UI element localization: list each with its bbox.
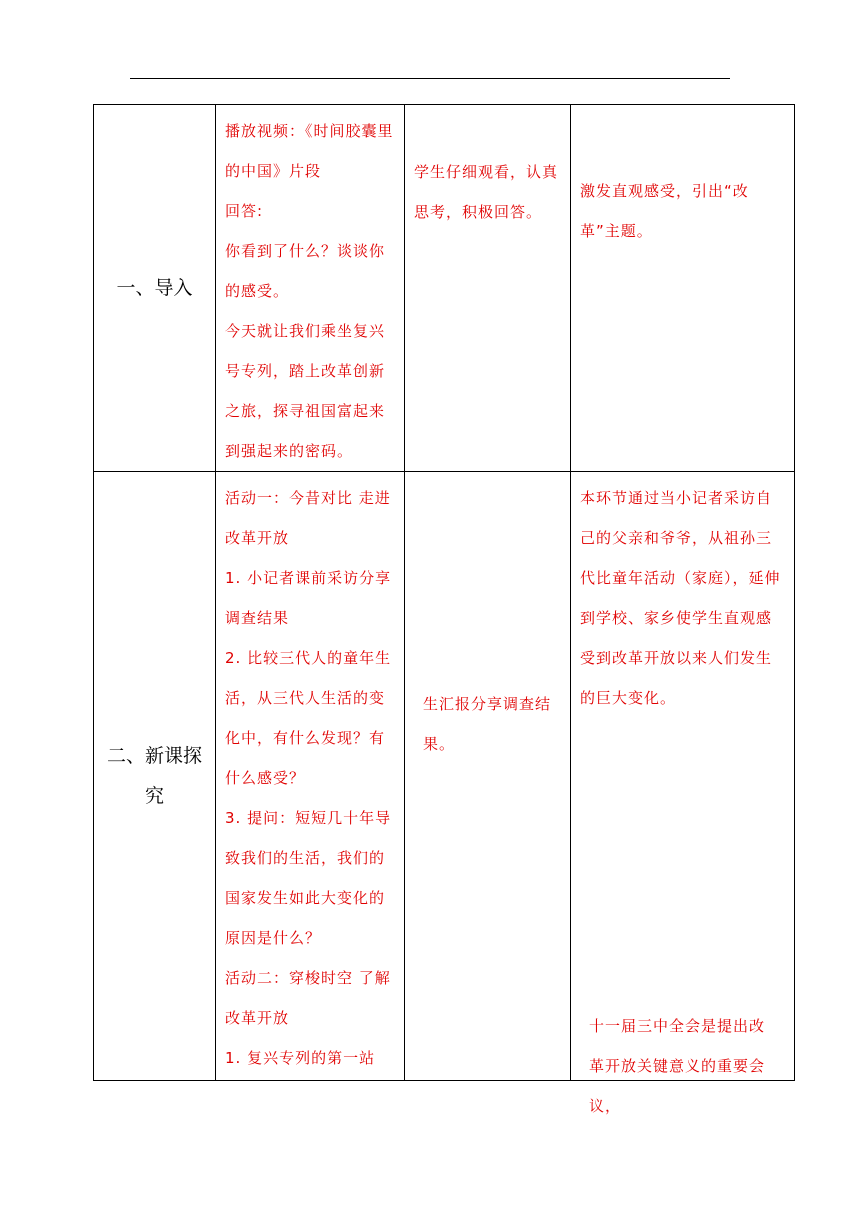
teacher-line: 活动二：穿梭时空 了解改革开放	[225, 969, 391, 1027]
teacher-activity-cell	[216, 105, 405, 472]
teacher-line: 1. 小记者课前采访分享调查结果	[225, 569, 392, 627]
table-row	[94, 472, 795, 1081]
teacher-line: 活动一：今昔对比 走进改革开放	[225, 489, 391, 547]
header-rule	[130, 78, 730, 79]
teacher-line: 2. 比较三代人的童年生活，从三代人生活的变化中，有什么发现？有什么感受？	[225, 649, 392, 787]
stage-cell: 一、导入	[94, 105, 216, 472]
student-text: 生汇报分享调查结果。	[423, 695, 552, 753]
teacher-line: 3. 提问：短短几十年导致我们的生活，我们的国家发生如此大变化的原因是什么？	[225, 809, 392, 947]
stage-cell: 二、新课探究	[94, 472, 216, 1081]
student-activity-cell	[405, 472, 571, 1081]
lesson-plan-table	[93, 104, 795, 1115]
student-activity-cell	[405, 105, 571, 472]
teacher-line: 播放视频：《时间胶囊里的中国》片段	[225, 122, 394, 180]
table-row	[94, 105, 795, 472]
teacher-line: 1. 复兴专列的第一站	[225, 1049, 376, 1067]
design-intent-cell	[571, 105, 795, 472]
intent-text: 十一届三中全会是提出改革开放关键意义的重要会议，	[589, 1017, 766, 1115]
teacher-line: 今天就让我们乘坐复兴号专列，踏上改革创新之旅，探寻祖国富起来到强起来的密码。	[225, 322, 386, 460]
design-intent-cell	[571, 472, 795, 1115]
intent-text: 激发直观感受，引出“改革”主题。	[580, 182, 749, 240]
teacher-line: 回答:	[225, 202, 264, 220]
teacher-line: 你看到了什么？谈谈你的感受。	[225, 242, 386, 300]
intent-text: 本环节通过当小记者采访自己的父亲和爷爷，从祖孙三代比童年活动（家庭），延伸到学校、家乡使学生直观感受到改革开放以来人们发生的巨大变化。	[580, 489, 781, 707]
teacher-activity-cell	[216, 472, 405, 1081]
student-text: 学生仔细观看，认真思考，积极回答。	[414, 163, 559, 221]
